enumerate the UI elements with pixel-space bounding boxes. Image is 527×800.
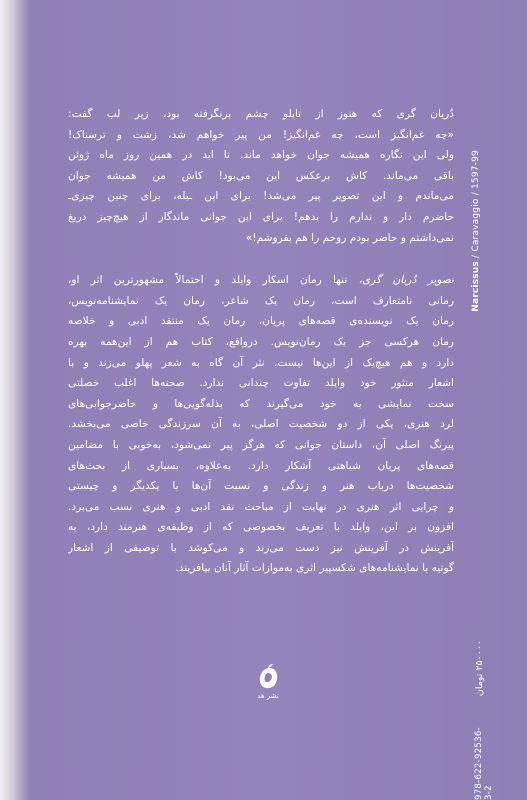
description-line: آفرینش در آفرینش نیز دست می‌زند و می‌کوشد با توصیفی از اشعار — [68, 541, 454, 554]
publisher-name: نشر هد — [257, 692, 279, 700]
description-line: اشعار منثور خود وایلد تفاوت چندانی ندارد. صحنه‌ها اغلب خصلتی — [68, 377, 454, 390]
book-title: تصویر دُریان گری، — [358, 274, 454, 287]
blurb-text — [68, 104, 454, 579]
quote-line: نمی‌داشتم و حاضر بودم روحم را هم بفروشم!» — [245, 231, 454, 244]
intro-text: تنها رمان اسکار وایلد و احتمالاً مشهورترین اثر او، — [68, 274, 348, 287]
description-line: لرد هنری، یکی از دو شخصیت اصلی، به آن سرزندگی خاصی می‌بخشد. — [68, 418, 454, 431]
description-line: رمان یک نویسنده‌ی قصه‌های پریان، رمان یک منتقد ادبی و خلاصه — [68, 315, 454, 328]
quote-line: حاضرم دار و ندارم را بدهم! برای این جوانی ماندگار از هیچ‌چیز دریغ — [68, 210, 454, 223]
isbn-label: 978-622-92536-3-2 — [474, 727, 494, 800]
quote-line: دُریان گری که هنوز از تابلو چشم برنگرفته بود، زیر لب گفت: — [68, 108, 454, 120]
description-intro-line — [68, 270, 454, 291]
description-line: پیرنگ اصلی آن، داستان جوانی که هرگز پیر نمی‌شود، به‌خوبی با مضامین — [68, 438, 454, 451]
description-paragraph — [68, 270, 454, 579]
quote-line: باقی می‌ماند. کاش برعکس این می‌بود! کاش من همیشه جوان — [68, 169, 454, 182]
description-line: رمان هرکسی جز یک رمان‌نویس. درواقع، کتاب هم از این‌همه بهره — [68, 335, 454, 348]
description-line: قصه‌های پریان شباهتی آشکار دارد. به‌علاوه، بسیاری از بحث‌های — [68, 459, 454, 472]
cover-art-credit — [471, 150, 481, 312]
description-line: رمانی نامتعارف است، رمان یک شاعر، رمان یک نمایشنامه‌نویس، — [68, 294, 454, 307]
publisher-logo-icon — [253, 662, 283, 692]
quote-line: «چه غم‌انگیز است، چه غم‌انگیز! من پیر خواهم شد، زشت و ترسناک! — [68, 128, 454, 141]
description-line: شخصیت‌ها درباب هنر و زندگی و نسبت آن‌ها با یکدیگر و چیستی — [68, 480, 454, 493]
spine-edge — [0, 0, 14, 800]
description-line: افزون بر این، وایلد با تعریف بخصوصی که از وظیفه‌ی هنرمند دارد، به — [68, 521, 454, 534]
quote-line: می‌ماندم و این تصویر پیر می‌شد! برای این ـبله، برای چنین چیزی‌ـ — [68, 190, 454, 203]
description-line: گوتیه یا نمایشنامه‌های شکسپیر اثری به‌موازات آثار آنان بیافریند. — [175, 562, 454, 575]
description-line: دارد و هم هیچ‌یک از این‌ها نیست. نثر آن گاه به شعر پهلو می‌زند و با — [68, 356, 454, 369]
price-label: ۲۵۰۰۰۰ تومان — [474, 640, 485, 697]
quote-paragraph — [68, 104, 454, 248]
artwork-title: Narcissus — [471, 261, 481, 312]
description-line: سخت نمایشی به خود می‌گیرند که بذله‌گویی‌ها و حاضرجوابی‌های — [68, 397, 454, 410]
quote-line: ولی این نگاره همیشه جوان خواهد ماند. تا ابد در همین روز ماه ژوئن — [68, 149, 454, 162]
description-line: و چرایی اثر هنری در نهایت از مباحث نقد ادبی و هنری نسب می‌برد. — [68, 500, 454, 513]
artwork-details: / Caravaggio / 1597-99 — [471, 150, 481, 262]
